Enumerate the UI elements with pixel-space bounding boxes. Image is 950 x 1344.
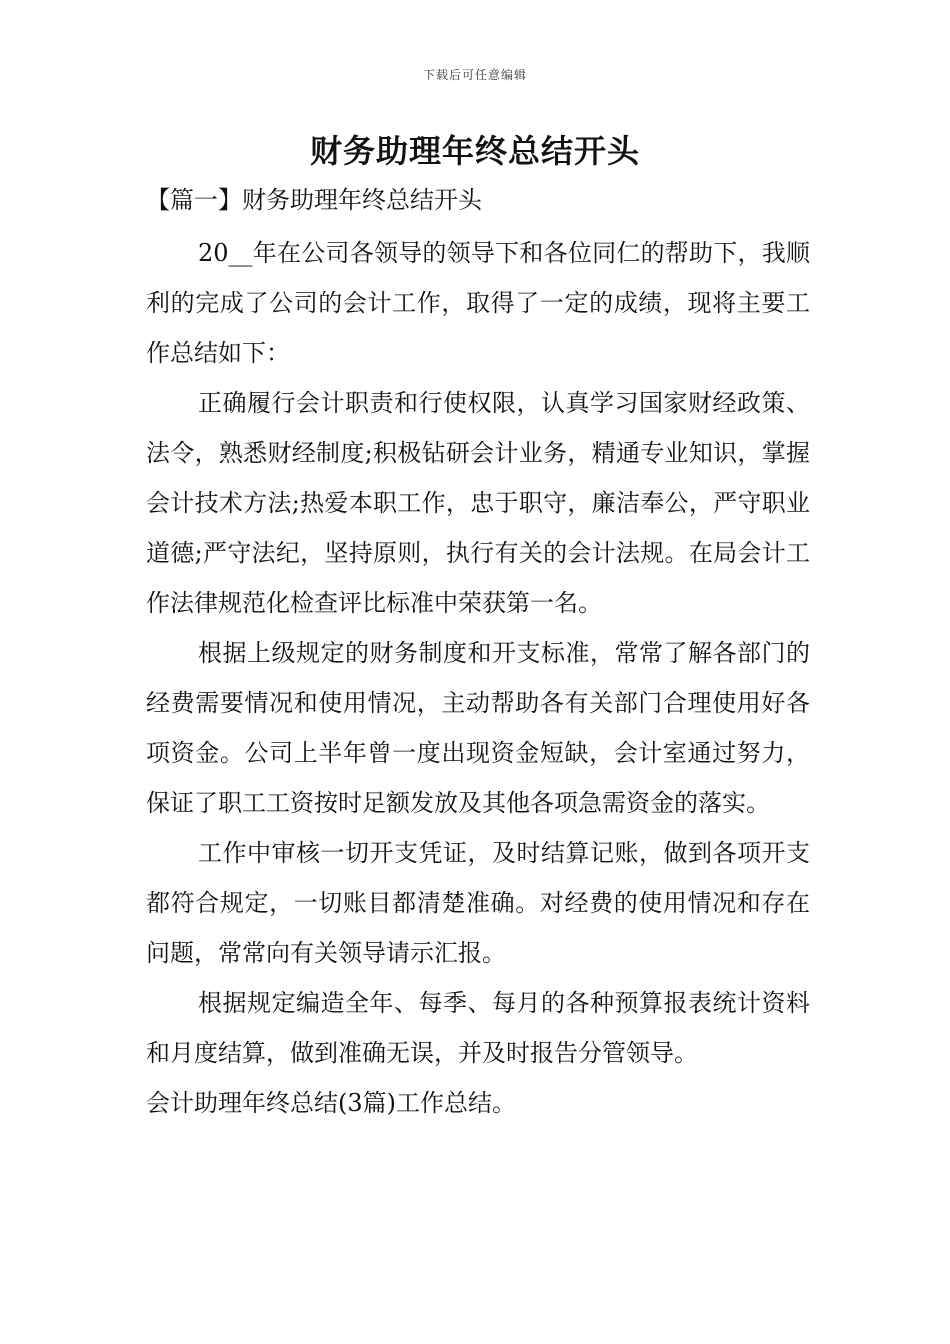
paragraph: 根据上级规定的财务制度和开支标准，常常了解各部门的经费需要情况和使用情况，主动帮助各有关部门合理使用好各项资金。公司上半年曾一度出现资金短缺，会计室通过努力，保证了职工工资按时足额发放及其他各项急需资金的落实。	[146, 639, 810, 817]
section-heading: 【篇一】财务助理年终总结开头	[146, 186, 482, 214]
paragraph: 工作中审核一切开支凭证，及时结算记账，做到各项开支都符合规定，一切账目都清楚准确。对经费的使用情况和存在问题，常常向有关领导请示汇报。	[146, 839, 810, 967]
closing-line: 会计助理年终总结(3篇)工作总结。	[146, 1089, 516, 1117]
paragraph: 根据规定编造全年、每季、每月的各种预算报表统计资料和月度结算，做到准确无误，并及时报告分管领导。	[146, 989, 810, 1067]
body-text	[146, 228, 810, 1128]
document-title: 财务助理年终总结开头	[309, 132, 640, 170]
paragraph: 正确履行会计职责和行使权限，认真学习国家财经政策、法令，熟悉财经制度;积极钻研会计业务，精通专业知识，掌握会计技术方法;热爱本职工作，忠于职守，廉洁奉公，严守职业道德;严守法纪，坚持原则，执行有关的会计法规。在局会计工作法律规范化检查评比标准中荣获第一名。	[146, 389, 810, 617]
paragraph: 20__年在公司各领导的领导下和各位同仁的帮助下，我顺利的完成了公司的会计工作，取得了一定的成绩，现将主要工作总结如下：	[146, 239, 810, 367]
header-note: 下载后可任意编辑	[422, 68, 527, 82]
